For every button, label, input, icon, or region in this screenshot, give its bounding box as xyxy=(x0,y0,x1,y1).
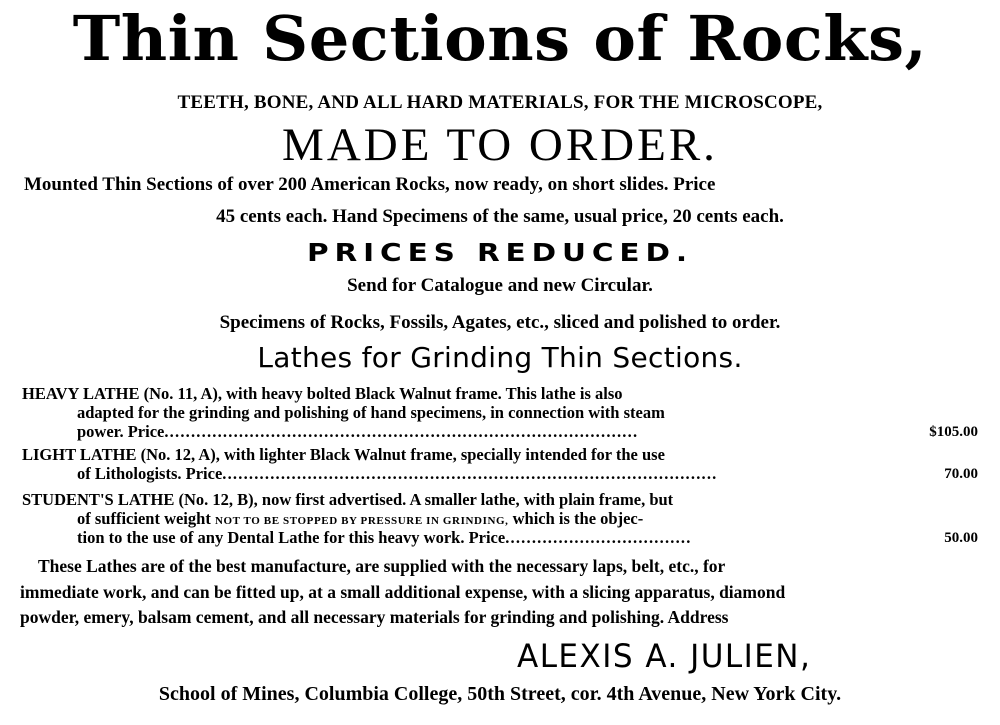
lathe-line: STUDENT'S LATHE (No. 12, B), now first advertised. A smaller lathe, with plain frame, but xyxy=(22,490,674,509)
lathe-line: power. Price......................................................................................... xyxy=(77,422,639,441)
lathe-entry-light xyxy=(22,445,980,485)
lathe-line: of Lithologists. Price............................................................................................. xyxy=(77,464,718,483)
intro-line-1: Mounted Thin Sections of over 200 American Rocks, now ready, on short slides. Price xyxy=(24,174,716,195)
lathe-price: 50.00 xyxy=(944,530,978,546)
lathe-entry-student xyxy=(22,490,980,550)
lathe-price: 70.00 xyxy=(944,466,978,482)
lathes-heading: Lathes for Grinding Thin Sections. xyxy=(257,341,743,374)
lathe-line: of sufficient weight NOT TO BE STOPPED BY PRESSURE IN GRINDING, which is the objec- xyxy=(77,509,644,528)
prices-reduced-banner: PRICES REDUCED. xyxy=(307,238,693,267)
specimens-line: Specimens of Rocks, Fossils, Agates, etc., sliced and polished to order. xyxy=(219,312,781,333)
dot-leader: ................................... xyxy=(505,528,692,547)
lathe-line: LIGHT LATHE (No. 12, A), with lighter Black Walnut frame, specially intended for the use xyxy=(22,445,665,464)
intro-line-2: 45 cents each. Hand Specimens of the same, usual price, 20 cents each. xyxy=(216,206,784,227)
dot-leader: ............................................................................................. xyxy=(222,464,718,483)
lathe-line: tion to the use of any Dental Lathe for this heavy work. Price................................... xyxy=(77,528,692,547)
small-caps-phrase: NOT TO BE STOPPED BY PRESSURE IN GRINDING, xyxy=(214,515,509,527)
headline-subtitle: TEETH, BONE, AND ALL HARD MATERIALS, FOR THE MICROSCOPE, xyxy=(177,92,823,113)
dot-leader: ......................................................................................... xyxy=(164,422,639,441)
lathe-line: adapted for the grinding and polishing of hand specimens, in connection with steam xyxy=(77,403,665,422)
headline-title: Thin Sections of Rocks, xyxy=(72,2,928,75)
closing-line: powder, emery, balsam cement, and all necessary materials for grinding and polishing. Address xyxy=(20,607,729,627)
lathe-entry-heavy xyxy=(22,384,980,444)
lathe-price: $105.00 xyxy=(929,424,978,440)
made-to-order-heading: MADE TO ORDER. xyxy=(282,119,718,171)
advertiser-name: ALEXIS A. JULIEN, xyxy=(517,637,812,675)
lathe-line: HEAVY LATHE (No. 11, A), with heavy bolted Black Walnut frame. This lathe is also xyxy=(22,384,623,403)
closing-line: These Lathes are of the best manufacture, are supplied with the necessary laps, belt, etc., for xyxy=(38,556,726,576)
catalogue-line: Send for Catalogue and new Circular. xyxy=(347,275,653,296)
advertiser-address: School of Mines, Columbia College, 50th Street, cor. 4th Avenue, New York City. xyxy=(158,683,842,705)
closing-line: immediate work, and can be fitted up, at a small additional expense, with a slicing apparatus, diamond xyxy=(20,582,786,602)
